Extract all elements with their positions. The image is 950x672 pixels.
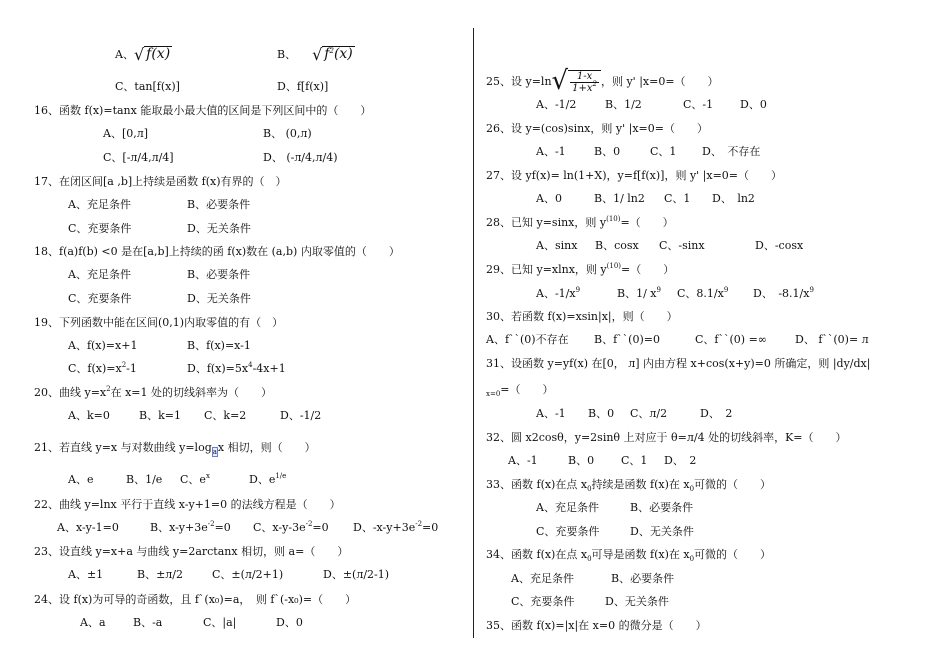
q21-option-d: D、$e^{1/e}$ bbox=[249, 472, 287, 486]
q24-option-b: B、-a bbox=[133, 616, 163, 629]
q28-option-a: A、sinx bbox=[536, 239, 578, 252]
q23-option-d: D、±(л/2-1) bbox=[323, 568, 390, 581]
q28-stem: 28、已知 y=sinx，则 $y^{(10)}=$（ ） bbox=[486, 215, 674, 229]
sqrt-f2-x: √ $f^2(x)$ bbox=[312, 45, 353, 64]
q31-option-d: D、 2 bbox=[700, 407, 733, 420]
q23-option-a: A、±1 bbox=[68, 568, 104, 581]
q24-option-d: D、0 bbox=[276, 616, 303, 629]
q26-option-d: D、 不存在 bbox=[702, 145, 761, 158]
q30-stem: 30、若函数 f(x)=xsin|x|，则（ ） bbox=[486, 310, 678, 323]
q21-stem: 21、若直线 y=x 与对数曲线 $y=\log_ax$ 相切，则（ ） bbox=[34, 441, 316, 456]
q30-option-c: C、f``(0) =∞ bbox=[695, 333, 767, 346]
sqrt-f-x: √ f(x) bbox=[133, 45, 171, 64]
q20-stem: 20、曲线 $y=x^2$在 x=1 处的切线斜率为（ ） bbox=[34, 385, 273, 399]
q17-stem: 17、在闭区间[a ,b]上持续是函数 f(x)有界的（ ） bbox=[34, 175, 287, 188]
q31-option-c: C、л/2 bbox=[630, 407, 668, 420]
q22-option-a: A、x-y-1=0 bbox=[57, 521, 119, 534]
q29-option-d: D、 $-8.1/x^9$ bbox=[753, 286, 814, 300]
q27-option-d: D、 ln2 bbox=[712, 192, 755, 205]
q26-option-b: B、0 bbox=[594, 145, 621, 158]
q32-option-c: C、1 bbox=[621, 454, 648, 467]
q18-option-b: B、必要条件 bbox=[187, 268, 251, 281]
q23-option-c: C、±(л/2+1) bbox=[212, 568, 284, 581]
q26-option-c: C、1 bbox=[650, 145, 677, 158]
q27-option-b: B、1/ ln2 bbox=[594, 192, 645, 205]
q28-option-d: D、-cosx bbox=[755, 239, 804, 252]
q31-stem-continued: $_{x=0}$=（ ） bbox=[486, 383, 554, 398]
q16-option-d: D、 (-л/4,л/4) bbox=[263, 151, 338, 164]
q17-option-a: A、充足条件 bbox=[68, 198, 131, 211]
q23-stem: 23、设直线 y=x+a 与曲线 y=2arctanx 相切，则 a=（ ） bbox=[34, 545, 349, 558]
q18-option-a: A、充足条件 bbox=[68, 268, 131, 281]
q28-option-c: C、-sinx bbox=[659, 239, 705, 252]
q22-option-c: C、$x-y-3e^{-2}=0$ bbox=[253, 520, 329, 534]
q32-option-b: B、0 bbox=[568, 454, 595, 467]
q16-option-a: A、[0,л] bbox=[103, 127, 149, 140]
q22-option-b: B、$x-y+3e^{-2}=0$ bbox=[150, 520, 231, 534]
q33-option-a: A、充足条件 bbox=[536, 501, 599, 514]
q32-stem: 32、圆 x2cosθ，y=2sinθ 上对应于 θ=л/4 处的切线斜率，K=（ ） bbox=[486, 431, 847, 444]
q29-option-b: B、1/ $x^9$ bbox=[617, 286, 661, 300]
q15-option-d: D、f[f(x)] bbox=[277, 80, 329, 93]
q25-stem: 25、设 y=ln√ $\frac{1-x}{1+x^2}$ ，则 y' |x=0=（ ） bbox=[486, 66, 719, 96]
q21-option-a: A、e bbox=[68, 473, 94, 486]
q24-stem: 24、设 f(x)为可导的奇函数，且 f`(x₀)=a， 则 f`(-x₀)=（ ） bbox=[34, 593, 357, 606]
q16-stem: 16、函数 f(x)=tanx 能取最小最大值的区间是下列区间中的（ ） bbox=[34, 104, 372, 117]
q25-option-b: B、1/2 bbox=[605, 98, 642, 111]
fraction: $\frac{1-x}{1+x^2}$ bbox=[572, 71, 597, 94]
q27-option-c: C、1 bbox=[664, 192, 691, 205]
q25-option-a: A、-1/2 bbox=[536, 98, 577, 111]
q34-stem: 34、函数 f(x)在点 $x_0$可导是函数 f(x)在 $x_0$可微的（ ） bbox=[486, 548, 772, 563]
q20-option-a: A、k=0 bbox=[68, 409, 110, 422]
q33-option-c: C、充要条件 bbox=[536, 525, 600, 538]
q32-option-a: A、-1 bbox=[508, 454, 538, 467]
q23-option-b: B、±л/2 bbox=[137, 568, 183, 581]
q30-option-a: A、f``(0)不存在 bbox=[486, 333, 569, 346]
q20-option-d: D、-1/2 bbox=[280, 409, 322, 422]
column-divider bbox=[473, 28, 474, 638]
q34-option-c: C、充要条件 bbox=[511, 595, 575, 608]
q33-option-d: D、无关条件 bbox=[630, 525, 694, 538]
q34-option-b: B、必要条件 bbox=[611, 572, 675, 585]
q15-option-a: A、√ f(x) bbox=[115, 45, 171, 64]
q22-option-d: D、$-x-y+3e^{-2}=0$ bbox=[353, 520, 439, 534]
q16-option-b: B、 (0,л) bbox=[263, 127, 312, 140]
q19-option-d: D、$f(x)=5x^4-4x+1$ bbox=[187, 361, 286, 375]
q30-option-d: D、 f``(0)= л bbox=[795, 333, 869, 346]
q25-option-c: C、-1 bbox=[683, 98, 714, 111]
q28-option-b: B、cosx bbox=[595, 239, 639, 252]
q29-stem: 29、已知 y=xlnx，则 $y^{(10)}=$（ ） bbox=[486, 262, 675, 276]
q15-option-b: B、 √ $f^2(x)$ bbox=[277, 45, 353, 64]
q17-option-c: C、充要条件 bbox=[68, 222, 132, 235]
q31-option-a: A、-1 bbox=[536, 407, 566, 420]
q31-stem: 31、设函数 y=yf(x) 在[0， л] 内由方程 x+cos(x+y)=0 所确定，则 |dy/dx| bbox=[486, 357, 871, 370]
q21-option-c: C、$e^x$ bbox=[180, 472, 210, 486]
q22-stem: 22、曲线 y=lnx 平行于直线 x-y+1=0 的法线方程是（ ） bbox=[34, 498, 341, 511]
q24-option-c: C、|a| bbox=[203, 616, 237, 629]
q21-option-b: B、1/e bbox=[126, 473, 163, 486]
q35-stem: 35、函数 f(x)=|x|在 x=0 的微分是（ ） bbox=[486, 619, 707, 632]
q33-option-b: B、必要条件 bbox=[630, 501, 694, 514]
q24-option-a: A、a bbox=[80, 616, 106, 629]
q27-stem: 27、设 yf(x)= ln(1+X)，y=f[f(x)]，则 y' |x=0=（ ） bbox=[486, 169, 783, 182]
q27-option-a: A、0 bbox=[536, 192, 562, 205]
q26-option-a: A、-1 bbox=[536, 145, 566, 158]
q26-stem: 26、设 y=(cos)sinx，则 y' |x=0=（ ） bbox=[486, 122, 708, 135]
q16-option-c: C、[-л/4,л/4] bbox=[103, 151, 174, 164]
q30-option-b: B、f``(0)=0 bbox=[594, 333, 660, 346]
q33-stem: 33、函数 f(x)在点 $x_0$持续是函数 f(x)在 $x_0$可微的（ ） bbox=[486, 478, 772, 493]
q25-option-d: D、0 bbox=[740, 98, 767, 111]
q19-option-b: B、f(x)=x-1 bbox=[187, 339, 251, 352]
q18-stem: 18、f(a)f(b) <0 是在[a,b]上持续的函 f(x)数在 (a,b) 内取零值的（ ） bbox=[34, 245, 400, 258]
q17-option-b: B、必要条件 bbox=[187, 198, 251, 211]
q18-option-d: D、无关条件 bbox=[187, 292, 251, 305]
q19-option-c: C、$f(x)=x^2-1$ bbox=[68, 361, 137, 375]
q19-stem: 19、下列函数中能在区间(0,1)内取零值的有（ ） bbox=[34, 316, 284, 329]
q20-option-c: C、k=2 bbox=[204, 409, 247, 422]
q29-option-a: A、$-1/x^9$ bbox=[536, 286, 581, 300]
q19-option-a: A、f(x)=x+1 bbox=[68, 339, 138, 352]
q34-option-a: A、充足条件 bbox=[511, 572, 574, 585]
q20-option-b: B、k=1 bbox=[139, 409, 181, 422]
q17-option-d: D、无关条件 bbox=[187, 222, 251, 235]
q32-option-d: D、 2 bbox=[664, 454, 697, 467]
q29-option-c: C、$8.1/x^9$ bbox=[677, 286, 729, 300]
q34-option-d: D、无关条件 bbox=[605, 595, 669, 608]
q18-option-c: C、充要条件 bbox=[68, 292, 132, 305]
q31-option-b: B、0 bbox=[588, 407, 615, 420]
sqrt-fraction: √ $\frac{1-x}{1+x^2}$ bbox=[552, 70, 601, 94]
q15-option-c: C、tan[f(x)] bbox=[115, 80, 180, 93]
